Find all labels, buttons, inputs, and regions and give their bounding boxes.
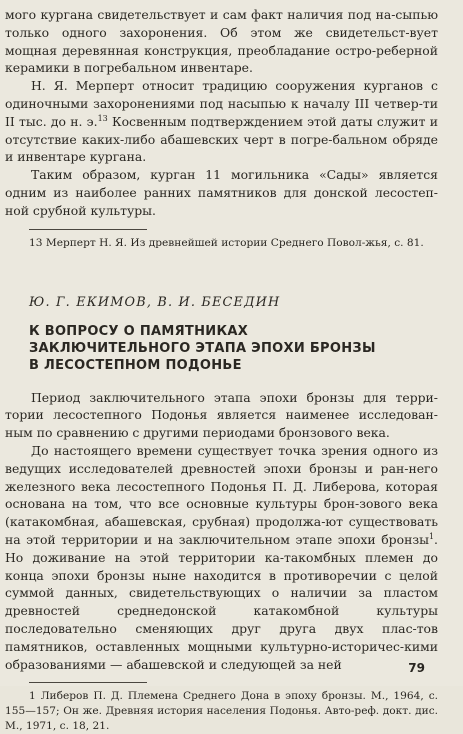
title-line: В ЛЕСОСТЕПНОМ ПОДОНЬЕ (29, 357, 242, 373)
paragraph-text: Н. Я. Мерперт относит традицию сооружения курганов с одиночными захоронениями под насыпью к началу III четвер-ти II тыс. до н. э. (5, 78, 438, 129)
paragraph-text: . Но доживание на этой территории ка-такомбных племен до конца эпохи бронзы ныне находится в противоречии с целой суммой данных, свидетельствующих о наличии за пластом древностей среднедонской катакомбной культуры последовательно сменяющих друг друга двух плас-тов памятников, оставленных мощными культурно-историчес-кими образованиями — абашевской и следующей за ней (5, 531, 438, 672)
article-authors: Ю. Г. ЕКИМОВ, В. И. БЕСЕДИН (29, 294, 281, 310)
title-line: К ВОПРОСУ О ПАМЯТНИКАХ (29, 323, 249, 339)
article-title (29, 323, 438, 374)
article-body (5, 389, 438, 734)
paragraph (5, 77, 438, 166)
footnote-rule (29, 682, 147, 683)
paragraph-text: До настоящего времени существует точка зрения одного из ведущих исследователей древностей эпохи бронзы и ран-него железного века лесостепного Подонья П. Д. Либерова, которая основана на том, что все основные культуры брон-зового века (катакомбная, абашевская, срубная) продолжа-ют существовать на этой территории и на заключительном этапе эпохи бронзы (5, 442, 438, 547)
footnote: 13 Мерперт Н. Я. Из древнейшей истории Среднего Повол-жья, с. 81. (29, 236, 424, 249)
title-line: ЗАКЛЮЧИТЕЛЬНОГО ЭТАПА ЭПОХИ БРОНЗЫ (29, 340, 376, 356)
footnote-ref: 1 (428, 531, 435, 541)
page-number: 79 (408, 661, 425, 675)
footnote-ref: 13 (97, 113, 108, 123)
continued-text (5, 0, 438, 251)
footnote-rule (29, 229, 147, 230)
paragraph: мого кургана свидетельствует и сам факт наличия под на-сыпью только одного захоронения. Об этом же свидетельст-вует мощная деревянная конструкция, преобладание остро-реберной керамики в погребальном инвентаре. (5, 7, 438, 76)
paragraph-text: Косвенным подтверждением этой даты служит и отсутствие каких-либо абашевских черт в погре-бальном обряде и инвентаре кургана. (5, 113, 438, 165)
paragraph (5, 442, 438, 673)
paragraph: Таким образом, курган 11 могильника «Сады» является одним из наиболее ранних памятников для донской лесостеп-ной срубной культуры. (5, 167, 438, 218)
footnote: 1 Либеров П. Д. Племена Среднего Дона в эпоху бронзы. М., 1964, с. 155—157; Он же. Древняя история населения Подонья. Авто-реф. докт. дис. М., 1971, с. 18, 21. (5, 690, 438, 733)
paragraph: Период заключительного этапа эпохи бронзы для терри-тории лесостепного Подонья является наименее исследован-ным по сравнению с другими периодами бронзового века. (5, 389, 438, 441)
